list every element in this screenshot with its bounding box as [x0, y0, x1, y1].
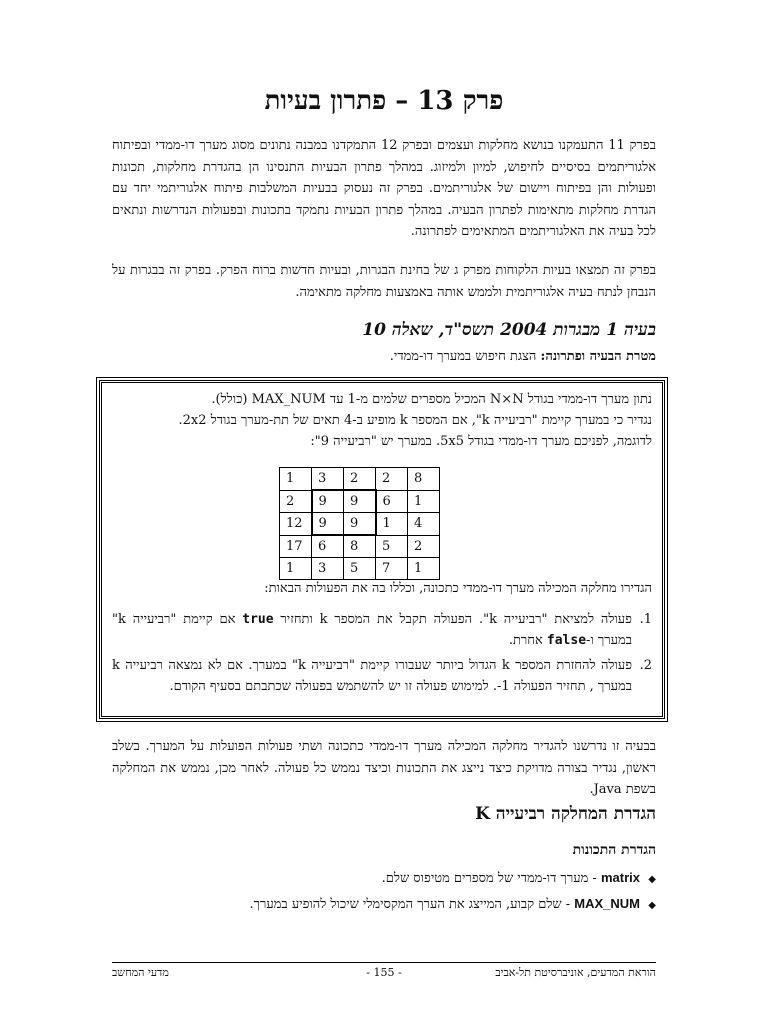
grid-cell-highlight: 9 [312, 490, 344, 513]
attribute-term: MAX_NUM [574, 896, 640, 911]
intro-paragraph: בפרק 11 התעמקנו בנושא מחלקות ועצמים ובפרק 12 התמקדנו במבנה נתונים מסוג מערך דו-ממדי ובפיתוח אלגוריתמים בסיסיים לחיפוש, למיון ולמיזוג. במהלך פתרון הבעיות התנסינו הן בהגדרת מחלקות, תכונות ופעולות והן בפיתוח ויישום של אלגוריתמים. בפרק זה נעסוק בבעיות המשלבות פיתוח אלגוריתמי יחד עם הגדרת מחלקות מתאימות לפתרון הבעיה. במהלך פתרון הבעיות נתמקד בתכונות ובפעולות הנדרשות ונתאים לכל בעיה את האלגוריתמים המתאימים לפתרונה. [112, 138, 656, 239]
false-keyword: false [546, 633, 587, 648]
footer-subject: מדעי המחשב [112, 966, 169, 979]
grid-row [280, 490, 440, 513]
diamond-bullet-icon: ◆ [648, 900, 656, 911]
operation-1-number: 1. [639, 612, 652, 627]
attribute-item-max-num [249, 896, 656, 912]
grid-cell: 5 [376, 535, 408, 558]
footer-page-number: - 155 - [366, 966, 402, 979]
grid-row [280, 558, 440, 580]
grid-cell: 8 [344, 535, 376, 558]
grid-cell: 3 [312, 468, 344, 491]
operation-2-text: פעולה להחזרת המספר k הגדול ביותר שעבורו קיימת "רביעייה k" במערך. אם לא נמצאה רביעייה k במערך , תחזיר הפעולה 1-. למימוש פעולה זו יש להשתמש בפעולה שכתבתם בסעיף הקודם. [112, 658, 632, 694]
grid-cell: 17 [280, 535, 312, 558]
grid-cell: 6 [312, 535, 344, 558]
box-line-1: נתון מערך דו-ממדי בגודל N×N המכיל מספרים שלמים מ-1 עד MAX_NUM (כולל). [211, 392, 652, 407]
operation-1-text-c: אחרת. [508, 633, 547, 648]
grid-cell: 1 [376, 513, 408, 536]
second-paragraph: בפרק זה תמצאו בעיות הלקוחות מפרק ג של בחינת הבגרות, ובעיות חדשות ברוח הפרק. בפרק זה בבגרות על הנבחן לנתח בעיה אלגוריתמית ולממש אותה באמצעות מחלקה מתאימה. [112, 263, 656, 300]
grid-row [280, 513, 440, 536]
grid-cell: 1 [280, 558, 312, 580]
grid-cell-highlight: 9 [344, 513, 376, 536]
third-paragraph: בבעיה זו נדרשנו להגדיר מחלקה המכילה מערך דו-ממדי כתכונה ושתי פעולות הפועלות על המערך. בשלב ראשון, נגדיר בצורה מדויקת כיצד נייצג את התכונות וכיצד נממש כל פעולה. לאחר מכן, נממש את המחלקה בשפת Java. [112, 739, 656, 797]
grid-cell-highlight: 9 [312, 513, 344, 536]
grid-cell: 2 [408, 535, 440, 558]
grid-cell: 6 [376, 490, 408, 513]
attribute-term: matrix [600, 870, 640, 885]
problem-goal [390, 348, 656, 364]
operation-1-text-b: אם קיימת "רביעייה k" במערך ו- [112, 612, 632, 648]
grid-cell: 12 [280, 513, 312, 536]
grid-row [280, 535, 440, 558]
problem-goal-label: מטרת הבעיה ופתרונה: [540, 349, 656, 364]
grid-cell: 4 [408, 513, 440, 536]
attribute-desc: - שלם קבוע, המייצג את הערך המקסימלי שיכול להופיע במערך. [249, 897, 575, 912]
grid-cell: 2 [376, 468, 408, 491]
class-definition-title: הגדרת המחלקה רביעייה K [475, 804, 656, 824]
box-line-3: לדוגמה, לפניכם מערך דו-ממדי בגודל 5x5. במערך יש "רביעייה 9": [310, 434, 652, 449]
problem-statement-box [99, 380, 665, 719]
grid-cell: 7 [376, 558, 408, 580]
grid-cell: 1 [280, 468, 312, 491]
grid-cell: 2 [344, 468, 376, 491]
problem-goal-text: הצגת חיפוש במערך דו-ממדי. [389, 349, 541, 364]
operation-2-number: 2. [639, 658, 652, 673]
grid-cell: 1 [408, 558, 440, 580]
grid-cell: 1 [408, 490, 440, 513]
grid-cell-highlight: 9 [344, 490, 376, 513]
grid-cell: 2 [280, 490, 312, 513]
grid-cell: 3 [312, 558, 344, 580]
chapter-title: פרק 13 – פתרון בעיות [264, 86, 504, 116]
operation-2 [112, 655, 652, 697]
operations-intro: הגדירו מחלקה המכילה מערך דו-ממדי כתכונה, וכללו בה את הפעולות הבאות: [264, 581, 652, 596]
operation-1-text-a: פעולה למציאת "רביעייה k". הפעולה תקבל את המספר k ותחזיר [273, 612, 632, 627]
example-grid [279, 467, 440, 580]
grid-cell: 8 [408, 468, 440, 491]
example-grid-table [279, 467, 440, 580]
problem-title: בעיה 1 מבגרות 2004 תשס"ד, שאלה 10 [362, 320, 656, 340]
box-line-2: נגדיר כי במערך קיימת "רביעייה k", אם המספר k מופיע ב-4 תאים של תת-מערך בגודל 2x2. [178, 413, 652, 428]
operation-1 [112, 609, 652, 651]
attribute-desc: - מערך דו-ממדי של מספרים מטיפוס שלם. [381, 871, 601, 886]
attribute-item-matrix [382, 870, 656, 886]
true-keyword: true [242, 612, 274, 627]
grid-row [280, 468, 440, 491]
footer-divider [112, 962, 656, 963]
diamond-bullet-icon: ◆ [648, 874, 656, 885]
grid-cell: 5 [344, 558, 376, 580]
footer-institution: הוראת המדעים, אוניברסיטת תל-אביב [495, 966, 656, 979]
attributes-title: הגדרת התכונות [572, 842, 656, 858]
